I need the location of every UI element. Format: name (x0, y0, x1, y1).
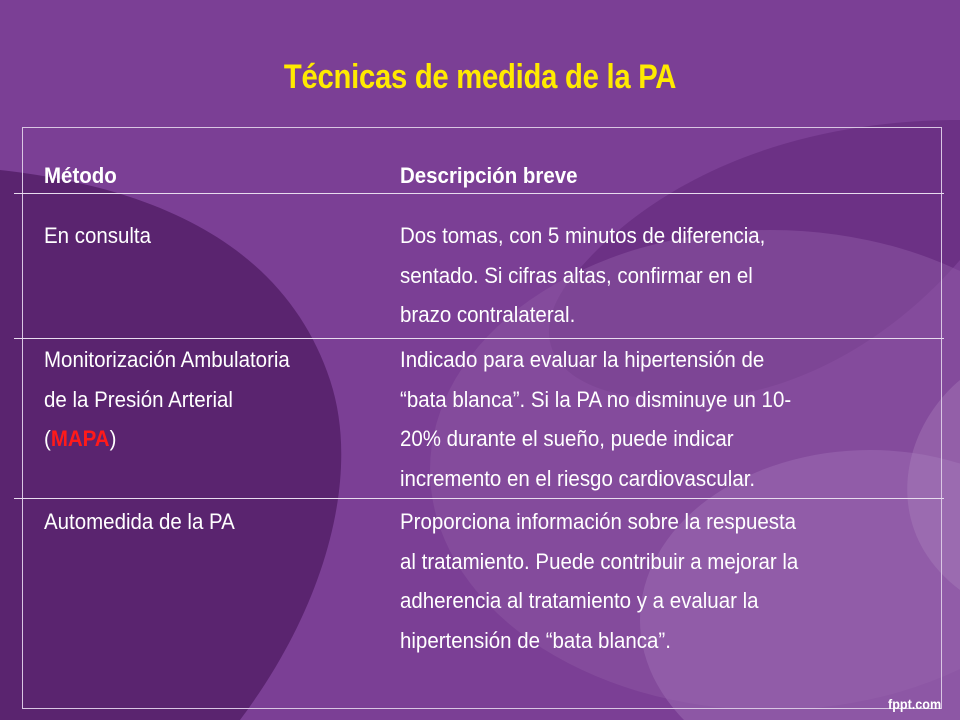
row-3-description-line-1: Proporciona información sobre la respuesta (400, 509, 797, 534)
row-2-method-line-2: de la Presión Arterial (44, 386, 233, 412)
fppt-logo: fppt.com (888, 696, 942, 712)
row-3-description-line-2: al tratamiento. Puede contribuir a mejorar la (400, 548, 799, 574)
row-1-description-line-1: Dos tomas, con 5 minutos de diferencia, (400, 223, 766, 248)
row-1-description-line-3: brazo contralateral. (400, 302, 576, 327)
mapa-paren-close: ) (109, 426, 117, 451)
row-divider-1 (14, 338, 944, 339)
row-3-description-line-3: adherencia al tratamiento y a evaluar la (400, 588, 759, 613)
mapa-acronym: MAPA (50, 426, 110, 451)
slide-title: Técnicas de medida de la PA (283, 58, 677, 96)
row-1-method-line-1: En consulta (44, 223, 151, 248)
row-divider-2 (14, 498, 944, 499)
header-method: Método (44, 163, 117, 188)
row-2-description-line-1: Indicado para evaluar la hipertensión de (400, 347, 765, 372)
row-2-description-line-4: incremento en el riesgo cardiovascular. (400, 465, 756, 491)
row-3-method-line-1: Automedida de la PA (44, 509, 235, 534)
row-1-method (44, 216, 353, 256)
row-1-description-line-2: sentado. Si cifras altas, confirmar en el (400, 262, 753, 288)
row-3-description (400, 502, 910, 660)
mapa-paren-open: ( (44, 426, 51, 451)
row-1-description (400, 216, 910, 335)
row-2-method-line-1: Monitorización Ambulatoria (44, 347, 290, 372)
row-2-method-line-3 (44, 419, 353, 459)
row-2-method (44, 340, 353, 459)
row-2-description (400, 340, 910, 498)
row-3-description-line-4: hipertensión de “bata blanca”. (400, 627, 671, 653)
row-2-description-line-3: 20% durante el sueño, puede indicar (400, 426, 734, 451)
row-3-method (44, 502, 353, 542)
header-description: Descripción breve (400, 163, 578, 188)
row-2-description-line-2: “bata blanca”. Si la PA no disminuye un 10- (400, 386, 792, 412)
